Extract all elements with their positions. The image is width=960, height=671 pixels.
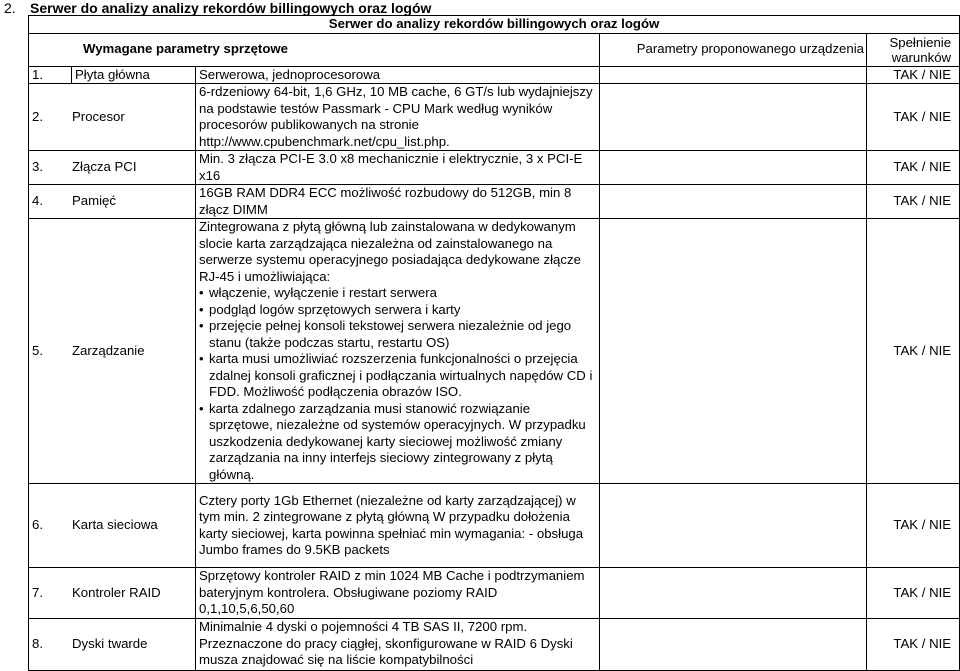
row-answer: TAK / NIE xyxy=(867,618,960,670)
offered-cell[interactable] xyxy=(600,84,867,151)
row-answer: TAK / NIE xyxy=(867,484,960,568)
offered-cell[interactable] xyxy=(600,151,867,185)
row-name: Procesor xyxy=(72,108,125,124)
offered-cell[interactable] xyxy=(600,618,867,670)
row-answer: TAK / NIE xyxy=(867,151,960,185)
table-title-row xyxy=(29,16,960,34)
list-item: • karta musi umożliwiać rozszerzenia funkcjonalności o przejęcia zdalnej konsoli graficznej i podłączania wirtualnych napędów CD i FDD. Możliwość podłączenia obrazów ISO. xyxy=(199,351,596,401)
list-item: • włączenie, wyłączenie i restart serwera xyxy=(199,285,596,302)
offered-cell[interactable] xyxy=(600,219,867,484)
offered-cell[interactable] xyxy=(600,185,867,219)
row-number: 2. xyxy=(32,108,43,124)
header-required-params: Wymagane parametry sprzętowe xyxy=(29,33,600,66)
offered-cell[interactable] xyxy=(600,568,867,619)
row-description: Serwerowa, jednoprocesorowa xyxy=(196,66,600,84)
header-condition: Spełnienie warunków xyxy=(867,33,960,66)
row-label xyxy=(29,151,196,185)
row-description: Sprzętowy kontroler RAID z min 1024 MB Cache i podtrzymaniem bateryjnym kontrolera. Obsługiwane poziomy RAID 0,1,10,5,6,50,60 xyxy=(196,568,600,619)
row-number: 6. xyxy=(32,517,43,533)
row-answer: TAK / NIE xyxy=(867,219,960,484)
table-title: Serwer do analizy rekordów billingowych oraz logów xyxy=(29,16,960,34)
row-number: 5. xyxy=(32,342,43,358)
table-header-row xyxy=(29,33,960,66)
table-row xyxy=(29,219,960,484)
requirements-table xyxy=(28,15,960,671)
offered-cell[interactable] xyxy=(600,66,867,84)
list-item: • karta zdalnego zarządzania musi stanowić rozwiązanie sprzętowe, niezależne od systemów operacyjnych. W przypadku uszkodzenia dedykowanej karty sieciowej możliwość zmiany zarządzania na inny interfejs sieciowy zintegrowany z płytą główną. xyxy=(199,401,596,484)
row-description: Minimalnie 4 dyski o pojemności 4 TB SAS II, 7200 rpm. Przeznaczone do pracy ciągłej, skonfigurowane w RAID 6 Dyski musza znajdować się na liście kompatybilności xyxy=(196,618,600,670)
row-answer: TAK / NIE xyxy=(867,84,960,151)
row-description: Min. 3 złącza PCI-E 3.0 x8 mechanicznie i elektrycznie, 3 x PCI-E x16 xyxy=(196,151,600,185)
row-label xyxy=(29,185,196,219)
row-label xyxy=(29,568,196,619)
table-row xyxy=(29,185,960,219)
row-label xyxy=(29,84,196,151)
table-row xyxy=(29,84,960,151)
row-number: 3. xyxy=(32,159,43,175)
row-number: 4. xyxy=(32,193,43,209)
table-row xyxy=(29,66,960,84)
row-name: Karta sieciowa xyxy=(72,517,158,533)
list-item: • przejęcie pełnej konsoli tekstowej serwera niezależnie od jego stanu (także podczas startu, restartu OS) xyxy=(199,318,596,351)
section-title: Serwer do analizy analizy rekordów billingowych oraz logów xyxy=(30,0,432,16)
table-row xyxy=(29,618,960,670)
row-answer: TAK / NIE xyxy=(867,568,960,619)
row-number: 7. xyxy=(32,584,43,600)
row-description: Cztery porty 1Gb Ethernet (niezależne od karty zarządzającej) w tym min. 2 zintegrowane z płytą główną W przypadku dołożenia karty sieciowej, karta powinna spełniać min wymagania: - obsługa Jumbo frames do 9.5KB packets xyxy=(196,484,600,568)
row-answer: TAK / NIE xyxy=(867,185,960,219)
section-number: 2. xyxy=(4,0,16,16)
list-item: • podgląd logów sprzętowych serwera i karty xyxy=(199,302,596,319)
row-name: Pamięć xyxy=(72,193,116,209)
row-number: 1. xyxy=(29,66,72,84)
row-description: 16GB RAM DDR4 ECC możliwość rozbudowy do 512GB, min 8 złącz DIMM xyxy=(196,185,600,219)
row-label xyxy=(29,219,196,484)
row-answer: TAK / NIE xyxy=(867,66,960,84)
offered-cell[interactable] xyxy=(600,484,867,568)
management-intro: Zintegrowana z płytą główną lub zainstalowana w dedykowanym slocie karta zarządzająca niezależna od zainstalowanego na serwerze systemu operacyjnego posiadająca dedykowane złącze RJ-45 i umożliwiająca: xyxy=(199,219,581,284)
row-name: Płyta główna xyxy=(72,66,196,84)
row-name: Kontroler RAID xyxy=(72,584,161,600)
table-row xyxy=(29,151,960,185)
row-label xyxy=(29,618,196,670)
row-description: 6-rdzeniowy 64-bit, 1,6 GHz, 10 MB cache, 6 GT/s lub wydajniejszy na podstawie testów Passmark - CPU Mark według wyników procesorów publikowanych na stronie http://www.cpubenchmark.net/cpu_list.php. xyxy=(196,84,600,151)
row-label xyxy=(29,484,196,568)
header-offered-params: Parametry proponowanego urządzenia xyxy=(600,33,867,66)
management-features-list xyxy=(199,285,596,483)
row-description xyxy=(196,219,600,484)
row-name: Złącza PCI xyxy=(72,159,137,175)
row-name: Zarządzanie xyxy=(72,342,145,358)
table-row xyxy=(29,568,960,619)
row-name: Dyski twarde xyxy=(72,635,148,651)
row-number: 8. xyxy=(32,635,43,651)
table-row xyxy=(29,484,960,568)
